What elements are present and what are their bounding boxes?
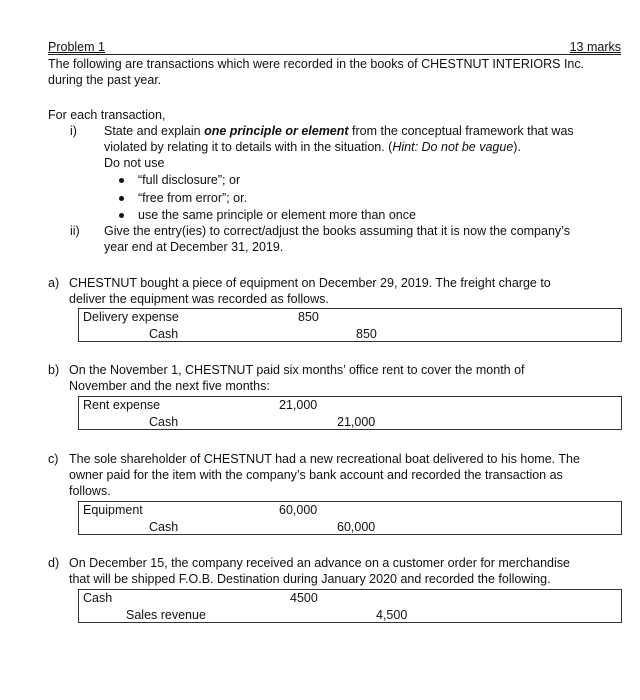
debit-account: Cash (83, 591, 113, 605)
bullet-icon (119, 178, 124, 183)
credit-account: Cash (149, 327, 179, 341)
item-ii-line-1: Give the entry(ies) to correct/adjust the books assuming that it is now the company’s (104, 224, 570, 238)
debit-amount: 60,000 (279, 503, 318, 517)
bullet-icon (119, 196, 124, 201)
bullet-item-3: use the same principle or element more than once (138, 208, 416, 222)
credit-account: Cash (149, 520, 179, 534)
credit-amount: 21,000 (337, 415, 376, 429)
credit-account: Sales revenue (126, 608, 206, 622)
bullet-icon (119, 213, 124, 218)
transaction-a-line-2: deliver the equipment was recorded as follows. (69, 292, 329, 306)
intro-line-1: The following are transactions which were recorded in the books of CHESTNUT INTERIORS Inc. (48, 57, 585, 71)
transaction-d-line-2: that will be shipped F.O.B. Destination during January 2020 and recorded the following. (69, 572, 551, 586)
item-i-line-3: Do not use (104, 156, 165, 170)
intro-line-2: during the past year. (48, 73, 162, 87)
item-i-number: i) (70, 124, 77, 138)
transaction-c-line-3: follows. (69, 484, 111, 498)
transaction-d-label: d) (48, 556, 60, 570)
debit-amount: 21,000 (279, 398, 318, 412)
item-ii-number: ii) (70, 224, 80, 238)
debit-account: Equipment (83, 503, 143, 517)
credit-amount: 850 (356, 327, 377, 341)
transaction-c-label: c) (48, 452, 59, 466)
item-i-line-1: State and explain one principle or element from the conceptual framework that was (104, 124, 574, 138)
journal-entry-a (78, 308, 622, 342)
transaction-a-line-1: CHESTNUT bought a piece of equipment on December 29, 2019. The freight charge to (69, 276, 551, 290)
credit-account: Cash (149, 415, 179, 429)
credit-amount: 60,000 (337, 520, 376, 534)
title-rule (48, 54, 621, 55)
bullet-item-2: “free from error”; or. (138, 191, 248, 205)
problem-title: Problem 1 (48, 40, 105, 54)
transaction-c-line-2: owner paid for the item with the company’s bank account and recorded the transaction as (69, 468, 563, 482)
transaction-b-line-1: On the November 1, CHESTNUT paid six months’ office rent to cover the month of (69, 363, 525, 377)
instructions-lead: For each transaction, (48, 108, 166, 122)
credit-amount: 4,500 (376, 608, 408, 622)
transaction-a-label: a) (48, 276, 60, 290)
bullet-item-1: “full disclosure”; or (138, 173, 241, 187)
journal-entry-b (78, 396, 622, 430)
debit-account: Rent expense (83, 398, 161, 412)
debit-amount: 850 (298, 310, 319, 324)
marks-label: 13 marks (569, 40, 621, 54)
transaction-d-line-1: On December 15, the company received an advance on a customer order for merchandise (69, 556, 570, 570)
transaction-b-label: b) (48, 363, 60, 377)
journal-entry-d (78, 589, 622, 623)
journal-entry-c (78, 501, 622, 535)
debit-account: Delivery expense (83, 310, 179, 324)
item-i-line-2: violated by relating it to details with in the situation. (Hint: Do not be vague). (104, 140, 521, 154)
transaction-c-line-1: The sole shareholder of CHESTNUT had a new recreational boat delivered to his home. The (69, 452, 580, 466)
transaction-b-line-2: November and the next five months: (69, 379, 270, 393)
item-ii-line-2: year end at December 31, 2019. (104, 240, 284, 254)
debit-amount: 4500 (290, 591, 318, 605)
